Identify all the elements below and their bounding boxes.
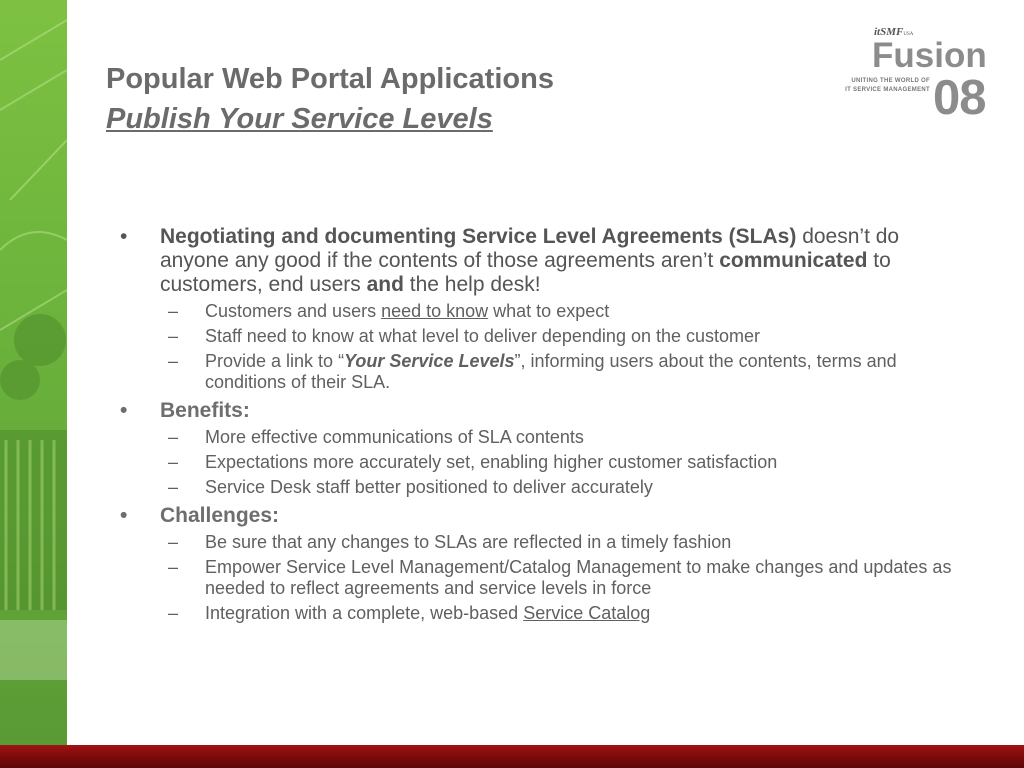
slide-subtitle: Publish Your Service Levels xyxy=(106,103,493,135)
sub-bullet-challenge-2: – Empower Service Level Management/Catalog Management to make changes and updates as needed to reflect agreements and service levels in force xyxy=(168,557,952,598)
sub-bullet-need-to-know: – Customers and users need to know what to expect xyxy=(168,301,610,321)
sub-bullet-challenge-3: – Integration with a complete, web-based Service Catalog xyxy=(168,603,651,623)
bullet-icon: • xyxy=(120,504,128,527)
bottom-red-bar xyxy=(0,745,1024,768)
bullet-challenges: • Challenges: xyxy=(120,504,280,527)
slide-body xyxy=(118,225,958,624)
sub-bullet-provide-link: – Provide a link to “Your Service Levels”, informing users about the contents, terms and conditions of their SLA. xyxy=(168,351,897,392)
bullet-icon: • xyxy=(120,225,128,248)
sub-bullet-benefit-1: – More effective communications of SLA contents xyxy=(168,427,584,447)
sub-bullet-challenge-1: – Be sure that any changes to SLAs are reflected in a timely fashion xyxy=(168,532,732,552)
need-to-know-link[interactable]: need to know xyxy=(381,301,489,321)
sub-bullet-staff: – Staff need to know at what level to deliver depending on the customer xyxy=(168,326,761,346)
sub-bullet-benefit-2: – Expectations more accurately set, enabling higher customer satisfaction xyxy=(168,452,778,472)
slide-title: Popular Web Portal Applications xyxy=(106,63,554,95)
band-graphic xyxy=(0,0,67,745)
logo-name: Fusion xyxy=(872,36,987,75)
service-catalog-link[interactable]: Service Catalog xyxy=(523,603,651,623)
fusion-08-logo xyxy=(832,24,1002,126)
bullet-icon: • xyxy=(120,399,128,422)
sub-bullet-benefit-3: – Service Desk staff better positioned to deliver accurately xyxy=(168,477,653,497)
bullet-benefits: • Benefits: xyxy=(120,399,250,422)
itsmf-logo-text: itSMFUSA xyxy=(874,26,914,38)
left-decorative-band xyxy=(0,0,67,745)
bullet-slas: • Negotiating and documenting Service Level Agreements (SLAs) doesn’t do anyone any good if the contents of those agreements aren’t communicated to customers, end users and the help desk! xyxy=(120,225,900,296)
logo-tagline: UNITING THE WORLD OF IT SERVICE MANAGEMENT xyxy=(845,78,930,93)
logo-year: 08 xyxy=(933,71,986,125)
